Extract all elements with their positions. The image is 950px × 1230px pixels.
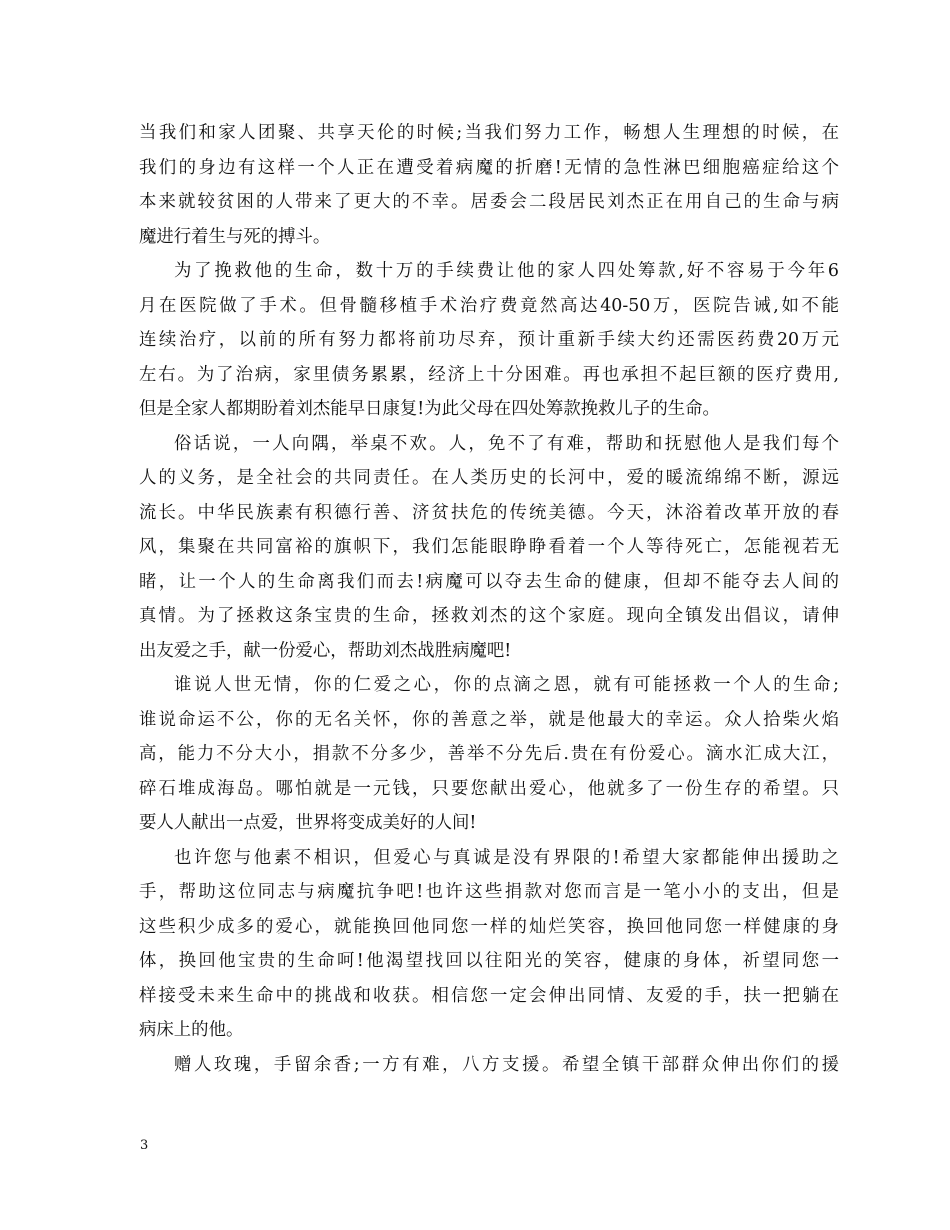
text-line: 当我们和家人团聚、共享天伦的时候;当我们努力工作，畅想人生理想的时候，在 — [139, 123, 839, 143]
text-line: 睹，让一个人的生命离我们而去!病魔可以夺去生命的健康，但却不能夺去人间的 — [139, 571, 839, 592]
page-number: 3 — [140, 1138, 149, 1153]
text-line: 魔进行着生与死的搏斗。 — [139, 226, 331, 247]
text-line: 流长。中华民族素有积德行善、济贫扶危的传统美德。今天，沐浴着改革开放的春 — [139, 502, 839, 523]
text-line: 但是全家人都期盼着刘杰能早日康复!为此父母在四处筹款挽救儿子的生命。 — [139, 399, 720, 419]
text-line: 这些积少成多的爱心，就能换回他同您一样的灿烂笑容，换回他同您一样健康的身 — [139, 916, 839, 937]
text-line: 我们的身边有这样一个人正在遭受着病魔的折磨!无情的急性淋巴细胞癌症给这个 — [139, 157, 839, 178]
text-line: 手，帮助这位同志与病魔抗争吧!也许这些捐款对您而言是一笔小小的支出，但是 — [139, 882, 839, 902]
text-line: 月在医院做了手术。但骨髓移植手术治疗费竟然高达40-50万，医院告诫,如不能 — [139, 295, 839, 316]
text-line: 也许您与他素不相识，但爱心与真诚是没有界限的!希望大家都能伸出援助之 — [174, 847, 839, 868]
text-line: 风，集聚在共同富裕的旗帜下，我们怎能眼睁睁看着一个人等待死亡，怎能视若无 — [139, 537, 839, 557]
text-line: 左右。为了治病，家里债务累累，经济上十分困难。再也承担不起巨额的医疗费用, — [139, 364, 839, 385]
text-line: 真情。为了拯救这条宝贵的生命，拯救刘杰的这个家庭。现向全镇发出倡议，请伸 — [139, 606, 839, 626]
text-line: 体，换回他宝贵的生命呵!他渴望找回以往阳光的笑容，健康的身体，祈望同您一 — [139, 951, 839, 971]
text-line: 病床上的他。 — [139, 1020, 244, 1040]
text-line: 谁说人世无情，你的仁爱之心，你的点滴之恩，就有可能拯救一个人的生命; — [174, 675, 839, 695]
text-line: 为了挽救他的生命，数十万的手续费让他的家人四处筹款,好不容易于今年6 — [174, 261, 839, 281]
text-line: 俗话说，一人向隅，举桌不欢。人，免不了有难，帮助和抚慰他人是我们每个 — [174, 433, 839, 454]
text-line: 样接受未来生命中的挑战和收获。相信您一定会伸出同情、友爱的手，扶一把躺在 — [139, 985, 839, 1006]
text-line: 要人人献出一点爱，世界将变成美好的人间! — [139, 813, 477, 833]
text-line: 连续治疗，以前的所有努力都将前功尽弃，预计重新手续大约还需医药费20万元 — [139, 330, 839, 350]
text-line: 赠人玫瑰，手留余香;一方有难，八方支援。希望全镇干部群众伸出你们的援 — [174, 1054, 839, 1075]
text-line: 谁说命运不公，你的无名关怀，你的善意之举，就是他最大的幸运。众人拾柴火焰 — [139, 709, 839, 730]
text-line: 本来就较贫困的人带来了更大的不幸。居委会二段居民刘杰正在用自己的生命与病 — [139, 192, 839, 212]
text-line: 人的义务，是全社会的共同责任。在人类历史的长河中，爱的暖流绵绵不断，源远 — [139, 468, 839, 488]
text-line: 高，能力不分大小，捐款不分多少，善举不分先后.贵在有份爱心。滴水汇成大江， — [139, 744, 839, 764]
text-line: 碎石堆成海岛。哪怕就是一元钱，只要您献出爱心，他就多了一份生存的希望。只 — [139, 778, 839, 799]
text-line: 出友爱之手，献一份爱心，帮助刘杰战胜病魔吧! — [139, 640, 512, 661]
document-body — [139, 116, 839, 1082]
